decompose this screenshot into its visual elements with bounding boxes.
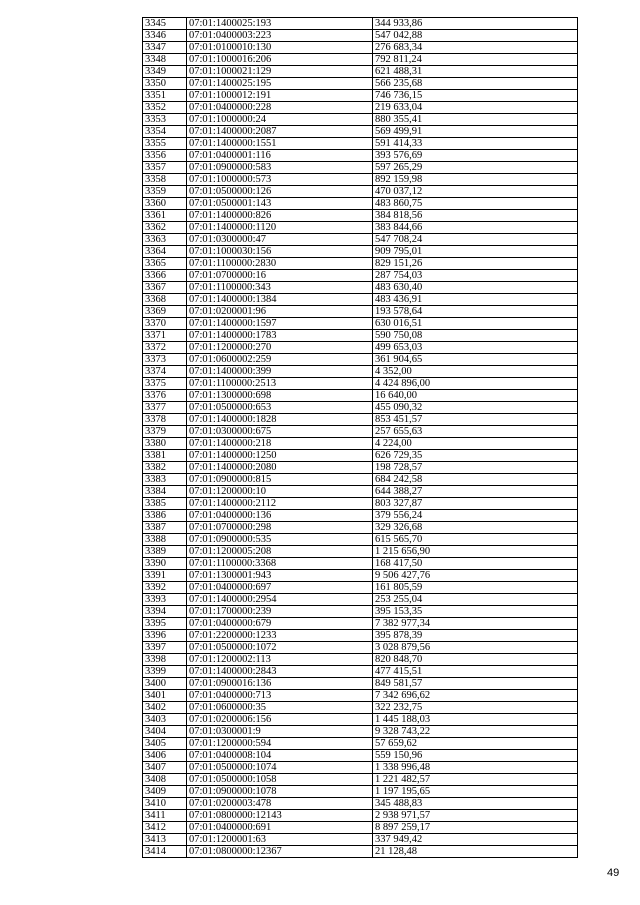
table-row [143, 318, 578, 330]
table-row [143, 642, 578, 654]
cadastral-number-cell: 07:01:0800000:12367 [187, 846, 373, 858]
value-cell: 483 436,91 [373, 294, 578, 306]
cadastral-number-cell: 07:01:0400003:223 [187, 30, 373, 42]
table-row [143, 678, 578, 690]
registry-table-body [143, 18, 578, 858]
value-cell: 345 488,83 [373, 798, 578, 810]
cadastral-number-cell: 07:01:2200000:1233 [187, 630, 373, 642]
table-row [143, 822, 578, 834]
value-cell: 253 255,04 [373, 594, 578, 606]
row-index-cell: 3387 [143, 522, 187, 534]
row-index-cell: 3347 [143, 42, 187, 54]
table-row [143, 534, 578, 546]
row-index-cell: 3364 [143, 246, 187, 258]
cadastral-number-cell: 07:01:0400000:136 [187, 510, 373, 522]
table-row [143, 354, 578, 366]
value-cell: 1 445 188,03 [373, 714, 578, 726]
table-row [143, 774, 578, 786]
value-cell: 7 382 977,34 [373, 618, 578, 630]
page-number: 49 [607, 867, 620, 879]
row-index-cell: 3381 [143, 450, 187, 462]
value-cell: 591 414,33 [373, 138, 578, 150]
table-row [143, 90, 578, 102]
cadastral-number-cell: 07:01:0700000:298 [187, 522, 373, 534]
table-row [143, 174, 578, 186]
row-index-cell: 3374 [143, 366, 187, 378]
row-index-cell: 3369 [143, 306, 187, 318]
table-row [143, 522, 578, 534]
row-index-cell: 3367 [143, 282, 187, 294]
table-row [143, 18, 578, 30]
row-index-cell: 3402 [143, 702, 187, 714]
table-row [143, 246, 578, 258]
registry-table [142, 17, 578, 858]
table-row [143, 798, 578, 810]
value-cell: 455 090,32 [373, 402, 578, 414]
table-row [143, 666, 578, 678]
row-index-cell: 3357 [143, 162, 187, 174]
table-row [143, 474, 578, 486]
table-row [143, 294, 578, 306]
cadastral-number-cell: 07:01:1400025:193 [187, 18, 373, 30]
value-cell: 16 640,00 [373, 390, 578, 402]
cadastral-number-cell: 07:01:1000016:206 [187, 54, 373, 66]
row-index-cell: 3399 [143, 666, 187, 678]
row-index-cell: 3383 [143, 474, 187, 486]
cadastral-number-cell: 07:01:0600002:259 [187, 354, 373, 366]
cadastral-number-cell: 07:01:1400000:399 [187, 366, 373, 378]
row-index-cell: 3391 [143, 570, 187, 582]
cadastral-number-cell: 07:01:1100000:343 [187, 282, 373, 294]
value-cell: 1 221 482,57 [373, 774, 578, 786]
cadastral-number-cell: 07:01:0200001:96 [187, 306, 373, 318]
cadastral-number-cell: 07:01:1100000:3368 [187, 558, 373, 570]
cadastral-number-cell: 07:01:1400025:195 [187, 78, 373, 90]
value-cell: 322 232,75 [373, 702, 578, 714]
table-row [143, 66, 578, 78]
cadastral-number-cell: 07:01:0900016:136 [187, 678, 373, 690]
cadastral-number-cell: 07:01:0300000:675 [187, 426, 373, 438]
value-cell: 684 242,58 [373, 474, 578, 486]
value-cell: 7 342 696,62 [373, 690, 578, 702]
table-row [143, 558, 578, 570]
table-row [143, 438, 578, 450]
row-index-cell: 3373 [143, 354, 187, 366]
value-cell: 829 151,26 [373, 258, 578, 270]
row-index-cell: 3398 [143, 654, 187, 666]
row-index-cell: 3400 [143, 678, 187, 690]
table-row [143, 462, 578, 474]
row-index-cell: 3386 [143, 510, 187, 522]
cadastral-number-cell: 07:01:0100010:130 [187, 42, 373, 54]
value-cell: 4 424 896,00 [373, 378, 578, 390]
value-cell: 287 754,03 [373, 270, 578, 282]
value-cell: 361 904,65 [373, 354, 578, 366]
row-index-cell: 3363 [143, 234, 187, 246]
cadastral-number-cell: 07:01:1000030:156 [187, 246, 373, 258]
value-cell: 499 653,03 [373, 342, 578, 354]
value-cell: 483 860,75 [373, 198, 578, 210]
table-row [143, 726, 578, 738]
cadastral-number-cell: 07:01:1200005:208 [187, 546, 373, 558]
value-cell: 379 556,24 [373, 510, 578, 522]
value-cell: 483 630,40 [373, 282, 578, 294]
value-cell: 337 949,42 [373, 834, 578, 846]
table-row [143, 114, 578, 126]
table-row [143, 702, 578, 714]
value-cell: 820 848,70 [373, 654, 578, 666]
cadastral-number-cell: 07:01:1400000:1783 [187, 330, 373, 342]
value-cell: 57 659,62 [373, 738, 578, 750]
cadastral-number-cell: 07:01:0900000:1078 [187, 786, 373, 798]
value-cell: 276 683,34 [373, 42, 578, 54]
table-row [143, 30, 578, 42]
value-cell: 1 197 195,65 [373, 786, 578, 798]
table-row [143, 126, 578, 138]
value-cell: 168 417,50 [373, 558, 578, 570]
table-row [143, 54, 578, 66]
table-row [143, 498, 578, 510]
row-index-cell: 3411 [143, 810, 187, 822]
row-index-cell: 3412 [143, 822, 187, 834]
cadastral-number-cell: 07:01:1400000:2843 [187, 666, 373, 678]
cadastral-number-cell: 07:01:1400000:218 [187, 438, 373, 450]
value-cell: 383 844,66 [373, 222, 578, 234]
cadastral-number-cell: 07:01:0400000:691 [187, 822, 373, 834]
cadastral-number-cell: 07:01:1200000:10 [187, 486, 373, 498]
row-index-cell: 3389 [143, 546, 187, 558]
cadastral-number-cell: 07:01:0300000:47 [187, 234, 373, 246]
table-row [143, 306, 578, 318]
row-index-cell: 3365 [143, 258, 187, 270]
value-cell: 547 708,24 [373, 234, 578, 246]
cadastral-number-cell: 07:01:1700000:239 [187, 606, 373, 618]
table-row [143, 390, 578, 402]
row-index-cell: 3393 [143, 594, 187, 606]
row-index-cell: 3379 [143, 426, 187, 438]
value-cell: 21 128,48 [373, 846, 578, 858]
row-index-cell: 3380 [143, 438, 187, 450]
value-cell: 384 818,56 [373, 210, 578, 222]
row-index-cell: 3403 [143, 714, 187, 726]
table-row [143, 630, 578, 642]
value-cell: 644 388,27 [373, 486, 578, 498]
row-index-cell: 3382 [143, 462, 187, 474]
row-index-cell: 3376 [143, 390, 187, 402]
row-index-cell: 3371 [143, 330, 187, 342]
row-index-cell: 3385 [143, 498, 187, 510]
row-index-cell: 3397 [143, 642, 187, 654]
value-cell: 3 028 879,56 [373, 642, 578, 654]
row-index-cell: 3360 [143, 198, 187, 210]
row-index-cell: 3362 [143, 222, 187, 234]
cadastral-number-cell: 07:01:0200003:478 [187, 798, 373, 810]
row-index-cell: 3351 [143, 90, 187, 102]
cadastral-number-cell: 07:01:1400000:1120 [187, 222, 373, 234]
row-index-cell: 3405 [143, 738, 187, 750]
table-row [143, 582, 578, 594]
cadastral-number-cell: 07:01:1400000:1597 [187, 318, 373, 330]
table-row [143, 786, 578, 798]
value-cell: 219 633,04 [373, 102, 578, 114]
value-cell: 792 811,24 [373, 54, 578, 66]
table-row [143, 546, 578, 558]
value-cell: 569 499,91 [373, 126, 578, 138]
table-row [143, 150, 578, 162]
table-row [143, 42, 578, 54]
table-row [143, 270, 578, 282]
row-index-cell: 3372 [143, 342, 187, 354]
cadastral-number-cell: 07:01:1400000:2080 [187, 462, 373, 474]
cadastral-number-cell: 07:01:1200001:63 [187, 834, 373, 846]
cadastral-number-cell: 07:01:0900000:583 [187, 162, 373, 174]
table-row [143, 138, 578, 150]
cadastral-number-cell: 07:01:1000021:129 [187, 66, 373, 78]
cadastral-number-cell: 07:01:1400000:2087 [187, 126, 373, 138]
value-cell: 470 037,12 [373, 186, 578, 198]
cadastral-number-cell: 07:01:0400000:713 [187, 690, 373, 702]
cadastral-number-cell: 07:01:1400000:1384 [187, 294, 373, 306]
table-row [143, 714, 578, 726]
row-index-cell: 3392 [143, 582, 187, 594]
value-cell: 559 150,96 [373, 750, 578, 762]
cadastral-number-cell: 07:01:1400000:1551 [187, 138, 373, 150]
table-row [143, 450, 578, 462]
table-row [143, 378, 578, 390]
value-cell: 395 153,35 [373, 606, 578, 618]
value-cell: 329 326,68 [373, 522, 578, 534]
row-index-cell: 3354 [143, 126, 187, 138]
cadastral-number-cell: 07:01:1400000:826 [187, 210, 373, 222]
value-cell: 395 878,39 [373, 630, 578, 642]
table-row [143, 366, 578, 378]
table-row [143, 834, 578, 846]
row-index-cell: 3413 [143, 834, 187, 846]
value-cell: 621 488,31 [373, 66, 578, 78]
row-index-cell: 3356 [143, 150, 187, 162]
cadastral-number-cell: 07:01:0900000:815 [187, 474, 373, 486]
value-cell: 9 328 743,22 [373, 726, 578, 738]
cadastral-number-cell: 07:01:0400000:228 [187, 102, 373, 114]
cadastral-number-cell: 07:01:1100000:2513 [187, 378, 373, 390]
row-index-cell: 3395 [143, 618, 187, 630]
value-cell: 566 235,68 [373, 78, 578, 90]
table-row [143, 486, 578, 498]
row-index-cell: 3388 [143, 534, 187, 546]
value-cell: 626 729,35 [373, 450, 578, 462]
table-row [143, 210, 578, 222]
value-cell: 4 224,00 [373, 438, 578, 450]
row-index-cell: 3375 [143, 378, 187, 390]
value-cell: 590 750,08 [373, 330, 578, 342]
cadastral-number-cell: 07:01:0500001:143 [187, 198, 373, 210]
cadastral-number-cell: 07:01:0600000:35 [187, 702, 373, 714]
row-index-cell: 3384 [143, 486, 187, 498]
table-row [143, 750, 578, 762]
table-row [143, 594, 578, 606]
row-index-cell: 3345 [143, 18, 187, 30]
cadastral-number-cell: 07:01:0700000:16 [187, 270, 373, 282]
table-row [143, 342, 578, 354]
value-cell: 909 795,01 [373, 246, 578, 258]
table-row [143, 762, 578, 774]
cadastral-number-cell: 07:01:1300001:943 [187, 570, 373, 582]
cadastral-number-cell: 07:01:0300001:9 [187, 726, 373, 738]
cadastral-number-cell: 07:01:0500000:126 [187, 186, 373, 198]
value-cell: 4 352,00 [373, 366, 578, 378]
table-row [143, 162, 578, 174]
cadastral-number-cell: 07:01:0500000:1074 [187, 762, 373, 774]
cadastral-number-cell: 07:01:0500000:1072 [187, 642, 373, 654]
cadastral-number-cell: 07:01:1300000:698 [187, 390, 373, 402]
cadastral-number-cell: 07:01:1400000:1250 [187, 450, 373, 462]
cadastral-number-cell: 07:01:0400000:679 [187, 618, 373, 630]
cadastral-number-cell: 07:01:1400000:2954 [187, 594, 373, 606]
value-cell: 630 016,51 [373, 318, 578, 330]
table-row [143, 690, 578, 702]
row-index-cell: 3346 [143, 30, 187, 42]
row-index-cell: 3409 [143, 786, 187, 798]
table-row [143, 102, 578, 114]
row-index-cell: 3408 [143, 774, 187, 786]
row-index-cell: 3407 [143, 762, 187, 774]
row-index-cell: 3366 [143, 270, 187, 282]
cadastral-number-cell: 07:01:1200002:113 [187, 654, 373, 666]
row-index-cell: 3359 [143, 186, 187, 198]
row-index-cell: 3370 [143, 318, 187, 330]
cadastral-number-cell: 07:01:0400008:104 [187, 750, 373, 762]
row-index-cell: 3358 [143, 174, 187, 186]
row-index-cell: 3401 [143, 690, 187, 702]
table-row [143, 426, 578, 438]
row-index-cell: 3414 [143, 846, 187, 858]
row-index-cell: 3353 [143, 114, 187, 126]
cadastral-number-cell: 07:01:0500000:653 [187, 402, 373, 414]
table-row [143, 570, 578, 582]
table-row [143, 810, 578, 822]
value-cell: 198 728,57 [373, 462, 578, 474]
row-index-cell: 3352 [143, 102, 187, 114]
value-cell: 193 578,64 [373, 306, 578, 318]
row-index-cell: 3378 [143, 414, 187, 426]
value-cell: 803 327,87 [373, 498, 578, 510]
row-index-cell: 3377 [143, 402, 187, 414]
value-cell: 257 655,63 [373, 426, 578, 438]
value-cell: 880 355,41 [373, 114, 578, 126]
value-cell: 8 897 259,17 [373, 822, 578, 834]
table-row [143, 738, 578, 750]
value-cell: 9 506 427,76 [373, 570, 578, 582]
row-index-cell: 3406 [143, 750, 187, 762]
table-row [143, 414, 578, 426]
row-index-cell: 3350 [143, 78, 187, 90]
cadastral-number-cell: 07:01:1200000:594 [187, 738, 373, 750]
cadastral-number-cell: 07:01:1000000:573 [187, 174, 373, 186]
value-cell: 746 736,15 [373, 90, 578, 102]
row-index-cell: 3394 [143, 606, 187, 618]
cadastral-number-cell: 07:01:1100000:2830 [187, 258, 373, 270]
table-row [143, 198, 578, 210]
row-index-cell: 3348 [143, 54, 187, 66]
row-index-cell: 3390 [143, 558, 187, 570]
cadastral-number-cell: 07:01:1000012:191 [187, 90, 373, 102]
value-cell: 2 938 971,57 [373, 810, 578, 822]
value-cell: 849 581,57 [373, 678, 578, 690]
value-cell: 547 042,88 [373, 30, 578, 42]
row-index-cell: 3361 [143, 210, 187, 222]
table-row [143, 258, 578, 270]
table-row [143, 510, 578, 522]
value-cell: 597 265,29 [373, 162, 578, 174]
table-row [143, 846, 578, 858]
cadastral-number-cell: 07:01:0900000:535 [187, 534, 373, 546]
table-row [143, 222, 578, 234]
row-index-cell: 3355 [143, 138, 187, 150]
row-index-cell: 3396 [143, 630, 187, 642]
value-cell: 161 805,59 [373, 582, 578, 594]
value-cell: 1 338 996,48 [373, 762, 578, 774]
table-row [143, 330, 578, 342]
table-row [143, 402, 578, 414]
row-index-cell: 3404 [143, 726, 187, 738]
table-row [143, 78, 578, 90]
row-index-cell: 3368 [143, 294, 187, 306]
table-row [143, 618, 578, 630]
table-row [143, 606, 578, 618]
cadastral-number-cell: 07:01:0800000:12143 [187, 810, 373, 822]
cadastral-number-cell: 07:01:1200000:270 [187, 342, 373, 354]
table-row [143, 234, 578, 246]
cadastral-number-cell: 07:01:0400000:697 [187, 582, 373, 594]
table-row [143, 282, 578, 294]
value-cell: 477 415,51 [373, 666, 578, 678]
cadastral-number-cell: 07:01:1400000:1828 [187, 414, 373, 426]
value-cell: 892 159,98 [373, 174, 578, 186]
table-row [143, 654, 578, 666]
cadastral-number-cell: 07:01:1000000:24 [187, 114, 373, 126]
value-cell: 393 576,69 [373, 150, 578, 162]
cadastral-number-cell: 07:01:0500000:1058 [187, 774, 373, 786]
value-cell: 1 215 656,90 [373, 546, 578, 558]
cadastral-number-cell: 07:01:0400001:116 [187, 150, 373, 162]
cadastral-number-cell: 07:01:0200006:156 [187, 714, 373, 726]
value-cell: 615 565,70 [373, 534, 578, 546]
row-index-cell: 3349 [143, 66, 187, 78]
cadastral-number-cell: 07:01:1400000:2112 [187, 498, 373, 510]
table-row [143, 186, 578, 198]
value-cell: 853 451,57 [373, 414, 578, 426]
value-cell: 344 933,86 [373, 18, 578, 30]
row-index-cell: 3410 [143, 798, 187, 810]
